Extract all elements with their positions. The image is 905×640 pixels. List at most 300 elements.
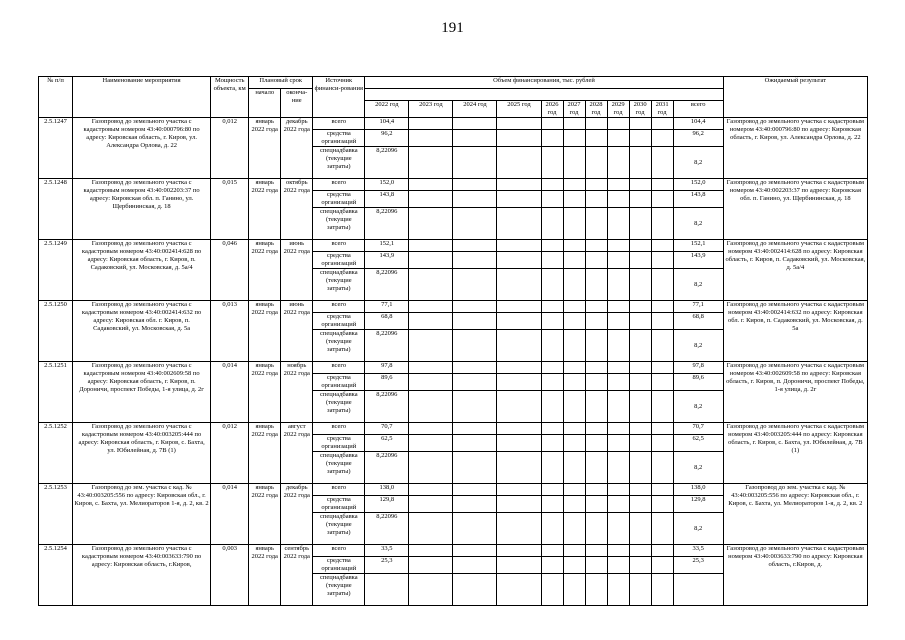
value-empty [409,208,453,240]
value-empty [541,452,563,484]
end-date: ноябрь 2022 года [281,362,313,423]
value-empty [497,313,541,330]
value-2022: 97,8 [365,362,409,374]
value-empty [651,362,673,374]
value-empty [541,313,563,330]
financing-plan-table [38,76,868,606]
end-date: октябрь 2022 года [281,179,313,240]
measure-name: Газопровод до зем. участка с кад. № 43:40:003205:556 по адресу: Кировская обл., г. Киров, с. Бахта, ул. Мелиораторов 1-я, д. 2, кв. 2 [73,484,211,545]
value-empty [585,374,607,391]
value-empty [497,452,541,484]
value-empty [629,435,651,452]
table-row [39,179,868,191]
value-empty [453,513,497,545]
value-empty [563,269,585,301]
value-total: 138,0 [673,484,723,496]
value-empty [409,191,453,208]
measure-name: Газопровод до земельного участка с кадастровым номером 43:40:003205:444 по адресу: Кировская область, г. Киров, с. Бахта, ул. Юбилейная, д. 7В (1) [73,423,211,484]
object-power: 0,003 [211,545,249,606]
end-date: сентябрь 2022 года [281,545,313,606]
value-total: 104,4 [673,118,723,130]
value-empty [541,513,563,545]
source-label: всего [313,118,365,130]
value-total: 8,2 [673,391,723,423]
object-power: 0,014 [211,484,249,545]
start-date: январь 2022 года [249,118,281,179]
source-label: спецнадбавка (текущие затраты) [313,208,365,240]
source-label: средства организаций [313,130,365,147]
source-label: всего [313,423,365,435]
value-empty [629,330,651,362]
value-empty [409,301,453,313]
value-2022: 8,22096 [365,147,409,179]
value-empty [629,130,651,147]
value-empty [585,391,607,423]
value-empty [497,240,541,252]
value-empty [563,130,585,147]
value-empty [585,252,607,269]
start-date: январь 2022 года [249,423,281,484]
value-empty [563,557,585,574]
value-empty [541,391,563,423]
row-number: 2.5.1248 [39,179,73,240]
value-empty [629,191,651,208]
value-empty [409,118,453,130]
measure-name: Газопровод до земельного участка с кадастровым номером 43:40:002414:632 по адресу: Кировская обл. г. Киров, п. Садаковский, ул. Московская, д. 5а [73,301,211,362]
value-empty [607,330,629,362]
value-empty [563,391,585,423]
header-total: всего [673,101,723,118]
row-number: 2.5.1253 [39,484,73,545]
value-empty [409,423,453,435]
object-power: 0,012 [211,118,249,179]
value-empty [497,179,541,191]
value-empty [629,557,651,574]
value-2022: 8,22096 [365,330,409,362]
source-label: средства организаций [313,496,365,513]
value-total: 8,2 [673,330,723,362]
value-empty [453,252,497,269]
start-date: январь 2022 года [249,362,281,423]
row-number: 2.5.1251 [39,362,73,423]
value-empty [585,513,607,545]
value-empty [541,240,563,252]
value-empty [453,484,497,496]
header-year: 2025 год [497,101,541,118]
value-empty [607,191,629,208]
row-number: 2.5.1249 [39,240,73,301]
end-date: июнь 2022 года [281,240,313,301]
value-total: 89,6 [673,374,723,391]
value-empty [607,118,629,130]
value-empty [541,118,563,130]
value-empty [585,191,607,208]
value-2022: 143,9 [365,252,409,269]
expected-result: Газопровод до земельного участка с кадастровым номером 43:40:003633:790 по адресу: Кировская область, г.Киров, д. [723,545,867,606]
object-power: 0,046 [211,240,249,301]
value-empty [453,118,497,130]
value-empty [651,330,673,362]
value-empty [409,269,453,301]
value-empty [497,330,541,362]
value-empty [497,574,541,606]
value-empty [651,391,673,423]
table-row [39,423,868,435]
value-empty [629,208,651,240]
value-empty [607,452,629,484]
table-row [39,545,868,557]
value-total: 68,8 [673,313,723,330]
value-empty [453,374,497,391]
table-row [39,118,868,130]
value-empty [541,147,563,179]
value-empty [541,484,563,496]
value-empty [409,313,453,330]
value-empty [409,496,453,513]
value-2022: 77,1 [365,301,409,313]
value-empty [651,191,673,208]
value-empty [607,496,629,513]
value-empty [651,513,673,545]
row-number: 2.5.1250 [39,301,73,362]
value-empty [607,574,629,606]
value-empty [453,269,497,301]
header-year: 2031 год [651,101,673,118]
value-empty [453,557,497,574]
value-total: 8,2 [673,208,723,240]
value-empty [629,313,651,330]
header-name: Наименование мероприятия [73,77,211,118]
value-empty [497,557,541,574]
start-date: январь 2022 года [249,240,281,301]
value-empty [585,452,607,484]
value-total: 152,1 [673,240,723,252]
expected-result: Газопровод до земельного участка с кадастровым номером 43:40:002414:632 по адресу: Кировская обл. г. Киров, п. Садаковский, ул. Московская, д. 5а [723,301,867,362]
header-volume: Объем финансирования, тыс. рублей [365,77,723,89]
expected-result: Газопровод до земельного участка с кадастровым номером 43:40:002414:628 по адресу: Кировская область, г. Киров, п. Садаковский, ул. Московская, д. 5а/4 [723,240,867,301]
value-empty [453,423,497,435]
value-empty [629,545,651,557]
measure-name: Газопровод до земельного участка с кадастровым номером 43:40:002609:58 по адресу: Кировская область, г. Киров, п. Дороничи, проспект Победы, 1-я улица, д. 2г [73,362,211,423]
value-empty [629,179,651,191]
value-empty [541,496,563,513]
end-date: декабрь 2022 года [281,118,313,179]
value-empty [607,313,629,330]
header-start: начало [249,89,281,118]
header-source: Источник финанси-рования [313,77,365,118]
measure-name: Газопровод до земельного участка с кадастровым номером 43:40:003633:790 по адресу: Кировская область, г.Киров, [73,545,211,606]
value-empty [629,574,651,606]
value-empty [607,557,629,574]
value-empty [629,362,651,374]
expected-result: Газопровод до зем. участка с кад. № 43:40:003205:556 по адресу: Кировская обл., г. Киров, с. Бахта, ул. Мелиораторов 1-я, д. 2, кв. 2 [723,484,867,545]
value-total: 129,8 [673,496,723,513]
value-2022: 62,5 [365,435,409,452]
header-year: 2028 год [585,101,607,118]
value-empty [497,191,541,208]
value-total: 8,2 [673,147,723,179]
value-total: 62,5 [673,435,723,452]
value-empty [629,147,651,179]
source-label: спецнадбавка (текущие затраты) [313,269,365,301]
value-empty [541,574,563,606]
value-2022: 138,0 [365,484,409,496]
page-number: 191 [441,20,464,36]
value-empty [409,452,453,484]
value-empty [607,301,629,313]
value-empty [409,557,453,574]
value-empty [453,391,497,423]
value-empty [585,545,607,557]
object-power: 0,012 [211,423,249,484]
value-total: 143,8 [673,191,723,208]
value-empty [497,208,541,240]
value-2022: 8,22096 [365,208,409,240]
value-empty [629,452,651,484]
row-number: 2.5.1254 [39,545,73,606]
value-empty [409,147,453,179]
value-empty [563,191,585,208]
value-empty [409,252,453,269]
value-empty [409,545,453,557]
value-empty [629,423,651,435]
value-2022: 143,8 [365,191,409,208]
value-empty [409,435,453,452]
value-empty [629,252,651,269]
header-result: Ожидаемый результат [723,77,867,118]
expected-result: Газопровод до земельного участка с кадастровым номером 43:40:000796:80 по адресу: Кировская область, г. Киров, ул. Александра Орлова, д. 22 [723,118,867,179]
value-empty [453,330,497,362]
value-empty [541,423,563,435]
value-empty [651,240,673,252]
value-2022: 152,0 [365,179,409,191]
value-empty [497,362,541,374]
header-year: 2023 год [409,101,453,118]
value-2022: 104,4 [365,118,409,130]
value-total: 96,2 [673,130,723,147]
value-empty [585,435,607,452]
source-label: средства организаций [313,313,365,330]
value-empty [453,208,497,240]
value-2022: 129,8 [365,496,409,513]
source-label: средства организаций [313,191,365,208]
value-empty [563,118,585,130]
value-empty [409,513,453,545]
start-date: январь 2022 года [249,484,281,545]
value-empty [651,374,673,391]
table-body [39,118,868,606]
value-empty [585,330,607,362]
value-empty [409,391,453,423]
value-empty [453,191,497,208]
source-label: средства организаций [313,374,365,391]
value-empty [607,513,629,545]
value-empty [497,423,541,435]
value-total: 8,2 [673,269,723,301]
value-empty [453,179,497,191]
value-empty [541,130,563,147]
value-empty [607,147,629,179]
measure-name: Газопровод до земельного участка с кадастровым номером 43:40:000796:80 по адресу: Кировская область, г. Киров, ул. Александра Орлова, д. 22 [73,118,211,179]
object-power: 0,013 [211,301,249,362]
value-total: 33,5 [673,545,723,557]
value-empty [585,557,607,574]
object-power: 0,015 [211,179,249,240]
row-number: 2.5.1252 [39,423,73,484]
source-label: всего [313,179,365,191]
value-total [673,574,723,606]
value-empty [607,391,629,423]
value-empty [607,269,629,301]
table-row [39,301,868,313]
value-empty [651,118,673,130]
value-total: 97,8 [673,362,723,374]
value-empty [651,269,673,301]
measure-name: Газопровод до земельного участка с кадастровым номером 43:40:002203:37 по адресу: Кировская обл. п. Ганино, ул. Щербининская, д. 18 [73,179,211,240]
value-empty [541,269,563,301]
value-2022 [365,574,409,606]
value-empty [607,130,629,147]
value-empty [651,423,673,435]
value-empty [563,496,585,513]
header-year: 2030 год [629,101,651,118]
value-empty [563,374,585,391]
value-empty [409,574,453,606]
value-empty [585,301,607,313]
value-empty [651,545,673,557]
value-empty [563,179,585,191]
value-empty [629,374,651,391]
value-2022: 68,8 [365,313,409,330]
source-label: спецнадбавка (текущие затраты) [313,574,365,606]
value-empty [497,252,541,269]
value-empty [607,484,629,496]
value-2022: 33,5 [365,545,409,557]
value-empty [453,362,497,374]
value-empty [563,147,585,179]
value-2022: 8,22096 [365,452,409,484]
value-empty [409,130,453,147]
value-total: 152,0 [673,179,723,191]
value-empty [453,130,497,147]
value-empty [563,240,585,252]
value-empty [453,574,497,606]
value-empty [563,362,585,374]
value-empty [651,574,673,606]
value-empty [651,301,673,313]
value-empty [585,574,607,606]
value-empty [563,301,585,313]
value-empty [607,362,629,374]
value-empty [453,301,497,313]
source-label: средства организаций [313,557,365,574]
header-year: 2022 год [365,101,409,118]
header-num: № п/п [39,77,73,118]
value-empty [651,130,673,147]
header-year: 2024 год [453,101,497,118]
table-row [39,484,868,496]
header-year: 2029 год [607,101,629,118]
value-empty [585,362,607,374]
header-power: Мощность объекта, км [211,77,249,118]
value-empty [409,362,453,374]
value-empty [563,423,585,435]
start-date: январь 2022 года [249,179,281,240]
value-empty [563,330,585,362]
value-total: 70,7 [673,423,723,435]
row-number: 2.5.1247 [39,118,73,179]
value-empty [497,118,541,130]
value-empty [585,118,607,130]
start-date: январь 2022 года [249,301,281,362]
value-empty [497,374,541,391]
source-label: всего [313,362,365,374]
value-total: 8,2 [673,513,723,545]
header-year: 2026 год [541,101,563,118]
value-empty [453,147,497,179]
end-date: август 2022 года [281,423,313,484]
value-empty [497,435,541,452]
value-empty [541,179,563,191]
value-empty [541,330,563,362]
value-empty [563,574,585,606]
value-total: 25,3 [673,557,723,574]
value-empty [651,452,673,484]
value-empty [607,252,629,269]
value-empty [453,496,497,513]
value-2022: 8,22096 [365,269,409,301]
value-empty [453,240,497,252]
value-2022: 96,2 [365,130,409,147]
value-empty [453,435,497,452]
value-empty [563,484,585,496]
expected-result: Газопровод до земельного участка с кадастровым номером 43:40:003205:444 по адресу: Кировская область, г. Киров, с. Бахта, ул. Юбилейная, д. 7В (1) [723,423,867,484]
value-empty [629,484,651,496]
value-empty [651,435,673,452]
value-empty [607,423,629,435]
value-empty [629,513,651,545]
object-power: 0,014 [211,362,249,423]
value-empty [607,545,629,557]
value-empty [607,435,629,452]
value-empty [409,484,453,496]
value-empty [497,545,541,557]
value-empty [497,496,541,513]
value-empty [563,545,585,557]
value-empty [651,313,673,330]
value-empty [651,179,673,191]
value-empty [607,374,629,391]
value-empty [607,208,629,240]
value-empty [585,423,607,435]
value-empty [651,496,673,513]
value-empty [541,557,563,574]
header-period: Плановый срок [249,77,313,89]
value-empty [409,179,453,191]
value-empty [563,208,585,240]
value-empty [453,313,497,330]
value-empty [541,252,563,269]
value-empty [563,252,585,269]
value-empty [651,557,673,574]
value-empty [651,208,673,240]
value-empty [497,301,541,313]
source-label: спецнадбавка (текущие затраты) [313,391,365,423]
table-row [39,362,868,374]
source-label: спецнадбавка (текущие затраты) [313,147,365,179]
value-empty [651,252,673,269]
value-empty [409,240,453,252]
